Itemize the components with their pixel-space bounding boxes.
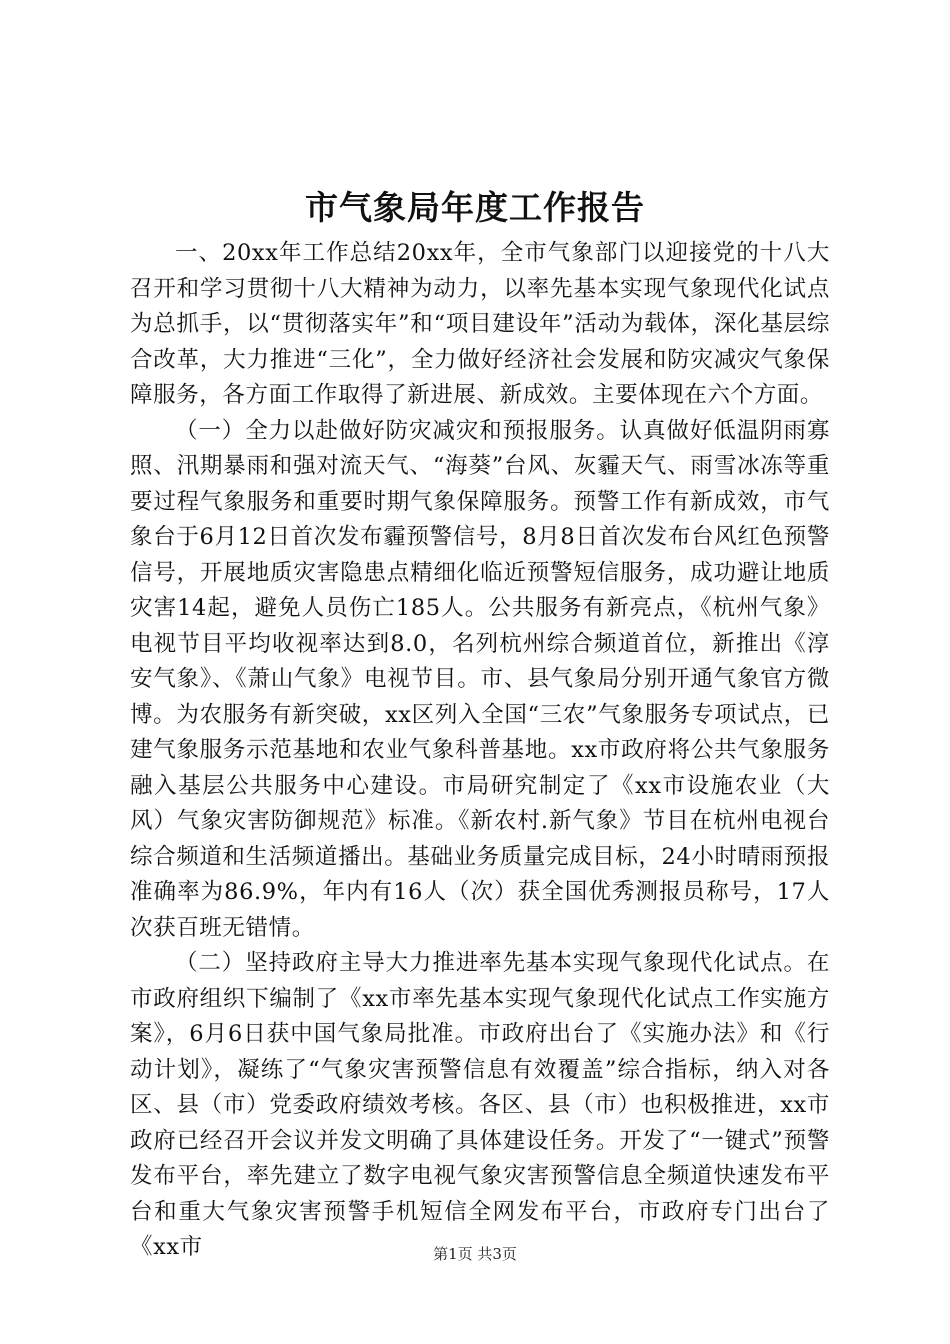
document-body xyxy=(130,236,830,1266)
paragraph-section-2: （二）坚持政府主导大力推进率先基本实现气象现代化试点。在市政府组织下编制了《xx市率先基本实现气象现代化试点工作实施方案》，6月6日获中国气象局批准。市政府出台了《实施办法》和《行动计划》，凝练了“气象灾害预警信息有效覆盖”综合指标，纳入对各区、县（市）党委政府绩效考核。各区、县（市）也积极推进，xx市政府已经召开会议并发文明确了具体建设任务。开发了“一键式”预警发布平台，率先建立了数字电视气象灾害预警信息全频道快速发布平台和重大气象灾害预警手机短信全网发布平台，市政府专门出台了《xx市 xyxy=(130,950,830,1260)
document-title: 市气象局年度工作报告 xyxy=(305,188,645,227)
page-number-footer: 第1页 共3页 xyxy=(433,1245,517,1263)
paragraph-summary: 一、20xx年工作总结20xx年，全市气象部门以迎接党的十八大召开和学习贯彻十八大精神为动力，以率先基本实现气象现代化试点为总抓手，以“贯彻落实年”和“项目建设年”活动为载体，深化基层综合改革，大力推进“三化”，全力做好经济社会发展和防灾减灾气象保障服务，各方面工作取得了新进展、新成效。主要体现在六个方面。 xyxy=(130,240,830,408)
paragraph-section-1: （一）全力以赴做好防灾减灾和预报服务。认真做好低温阴雨寡照、汛期暴雨和强对流天气、“海葵”台风、灰霾天气、雨雪冰冻等重要过程气象服务和重要时期气象保障服务。预警工作有新成效，市气象台于6月12日首次发布霾预警信号，8月8日首次发布台风红色预警信号，开展地质灾害隐患点精细化临近预警短信服务，成功避让地质灾害14起，避免人员伤亡185人。公共服务有新亮点，《杭州气象》电视节目平均收视率达到8.0，名列杭州综合频道首位，新推出《淳安气象》、《萧山气象》电视节目。市、县气象局分别开通气象官方微博。为农服务有新突破，xx区列入全国“三农”气象服务专项试点，已建气象服务示范基地和农业气象科普基地。xx市政府将公共气象服务融入基层公共服务中心建设。市局研究制定了《xx市设施农业（大风）气象灾害防御规范》标准。《新农村.新气象》节目在杭州电视台综合频道和生活频道播出。基础业务质量完成目标，24小时晴雨预报准确率为86.9%，年内有16人（次）获全国优秀测报员称号，17人次获百班无错情。 xyxy=(130,417,830,941)
